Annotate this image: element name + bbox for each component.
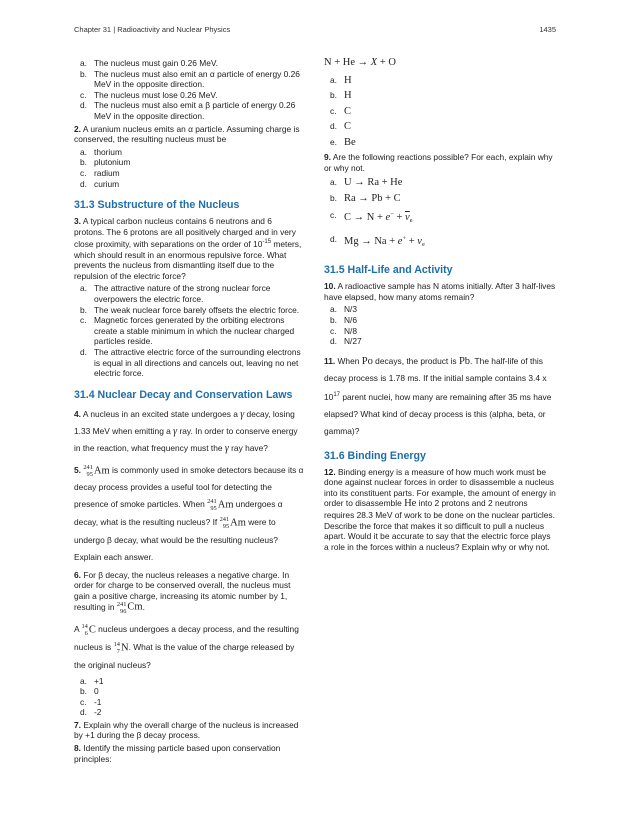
q8-equation: N + He → X + O bbox=[324, 57, 396, 68]
page-number: 1435 bbox=[539, 25, 556, 34]
question-6b: A 14 6 C nucleus undergoes a decay process, and the resulting nucleus is 14 7 N. What is the value of the charge released by the original nucleus? bbox=[74, 621, 304, 673]
option: d. -2 bbox=[80, 707, 102, 718]
option: a. U → Ra + He bbox=[330, 177, 403, 189]
question-8: 8. Identify the missing particle based upon conservation principles: bbox=[74, 743, 281, 764]
option: b. The nucleus must also emit an α particle of energy 0.26 MeV in the opposite direction. bbox=[80, 68, 300, 90]
option: b. N/6 bbox=[330, 315, 358, 326]
nitrogen-nuclide: 14 7 N bbox=[113, 641, 129, 655]
option: c. radium bbox=[80, 167, 120, 178]
option: a. The nucleus must gain 0.26 MeV. bbox=[80, 58, 218, 68]
option: c. -1 bbox=[80, 696, 102, 707]
option: d. $Mg \to Na + e^+ + \nu_e$ bbox=[330, 234, 425, 249]
option: c. $C \to N + e^- + \overline{\nu}_e$ bbox=[330, 210, 413, 225]
q1-options bbox=[74, 58, 304, 122]
question-3: 3. A typical carbon nucleus contains 6 neutrons and 6 protons. The 6 protons are all positively charged and in very close proximity, with separations on the order of $10^{-15}$ meters, which should result in an enormous repulsive force. What prevents the nucleus from dismantling itself due to the repulsion of the electric force? bbox=[74, 216, 302, 281]
q8-options bbox=[324, 73, 556, 151]
chapter-header: Chapter 31 | Radioactivity and Nuclear Physics bbox=[74, 25, 231, 34]
q2-options bbox=[74, 147, 304, 189]
option: c. N/8 bbox=[330, 325, 358, 336]
question-2: 2. A uranium nucleus emits an α particle. Assuming charge is conserved, the resulting nucleus must be bbox=[74, 123, 300, 145]
section-heading-31-5: 31.5 Half-Life and Activity bbox=[324, 264, 453, 277]
option: d. N/27 bbox=[330, 336, 362, 347]
question-4: 4. A nucleus in an excited state undergoes a γ decay, losing 1.33 MeV when emitting a γ ray. In order to conserve energy in the reaction, what frequency must the γ ray have? bbox=[74, 408, 298, 454]
question-7: 7. Explain why the overall charge of the nucleus is increased by +1 during the β decay process. bbox=[74, 719, 299, 741]
americium-nuclide: 241 95 Am bbox=[219, 516, 246, 531]
left-column bbox=[74, 58, 304, 766]
section-heading-31-3: 31.3 Substructure of the Nucleus bbox=[74, 199, 240, 212]
question-9: 9. Are the following reactions possible? For each, explain why or why not. bbox=[324, 152, 553, 173]
right-column bbox=[324, 58, 556, 554]
option: a. thorium bbox=[80, 146, 122, 157]
carbon-nuclide: 14 6 C bbox=[81, 623, 96, 638]
option: d. curium bbox=[80, 178, 120, 189]
americium-nuclide: 241 95 Am bbox=[83, 463, 110, 478]
option: c. The nucleus must lose 0.26 MeV. bbox=[80, 89, 218, 100]
q3-options bbox=[74, 283, 304, 378]
question-12: 12. Binding energy is a measure of how much work must be done against nuclear forces in order to disassemble a nucleus into its constituent parts. For example, the amount of energy in order to disassemble He into 2 protons and 2 neutrons requires 28.3 MeV of work to be done on the nuclear particles. Describe the force that makes it so difficult to pull a nucleus apart. Would it be accurate to say that the electric force plays a role in the forces within a nucleus? Explain why or why not. bbox=[324, 466, 556, 552]
question-5: 5. 241 95 Am is commonly used in smoke detectors because its α decay process provides a useful tool for detecting the presence of smoke particles. When 241 95 Am undergoes α decay, what is the resulting nucleus? If 241 95 Am were to undergo β decay, what would be the resulting nucleus? Explain each answer. bbox=[74, 462, 304, 566]
question-10: 10. A radioactive sample has N atoms initially. After 3 half-lives have elapsed, how many atoms remain? bbox=[324, 281, 556, 302]
q10-options bbox=[324, 304, 556, 346]
q9-options bbox=[324, 175, 556, 254]
question-6: 6. For β decay, the nucleus releases a negative charge. In order for charge to be conserved overall, the nucleus must gain a positive charge, increasing its atomic number by 1, resulting in 241 96 Cm. bbox=[74, 569, 291, 616]
option: c. C bbox=[330, 105, 352, 117]
option: a. N/3 bbox=[330, 304, 358, 315]
section-heading-31-6: 31.6 Binding Energy bbox=[324, 449, 426, 462]
option: b. plutonium bbox=[80, 157, 131, 168]
section-heading-31-4: 31.4 Nuclear Decay and Conservation Laws bbox=[74, 388, 293, 401]
option: a. The attractive nature of the strong nuclear force overpowers the electric force. bbox=[80, 283, 271, 305]
option: b. The weak nuclear force barely offsets the electric force. bbox=[80, 304, 300, 315]
option: e. Be bbox=[330, 136, 356, 148]
option: a. H bbox=[330, 74, 352, 86]
curium-nuclide: 241 96 Cm bbox=[116, 601, 143, 616]
option: d. C bbox=[330, 121, 352, 133]
option: c. Magnetic forces generated by the orbiting electrons create a stable minimum in which the nuclear charged particles reside. bbox=[80, 315, 295, 347]
option: b. Ra → Pb + C bbox=[330, 192, 401, 204]
option: a. +1 bbox=[80, 675, 104, 686]
americium-nuclide: 241 95 Am bbox=[207, 498, 234, 513]
q6b-options bbox=[74, 676, 304, 718]
option: b. H bbox=[330, 90, 352, 102]
option: d. The nucleus must also emit a β particle of energy 0.26 MeV in the opposite direction. bbox=[80, 100, 296, 121]
option: b. 0 bbox=[80, 686, 99, 697]
option: d. The attractive electric force of the surrounding electrons is equal in all directions and cancels out, leaving no net electric force. bbox=[80, 347, 301, 379]
question-11: 11. When Po decays, the product is Pb. The half-life of this decay process is 1.78 ms. If the initial sample contains 3.4 x $10^{17}$ parent nuclei, how many are remaining after 35 ms have elapsed? What kind of decay process is this (alpha, beta, or gamma)? bbox=[324, 355, 552, 436]
